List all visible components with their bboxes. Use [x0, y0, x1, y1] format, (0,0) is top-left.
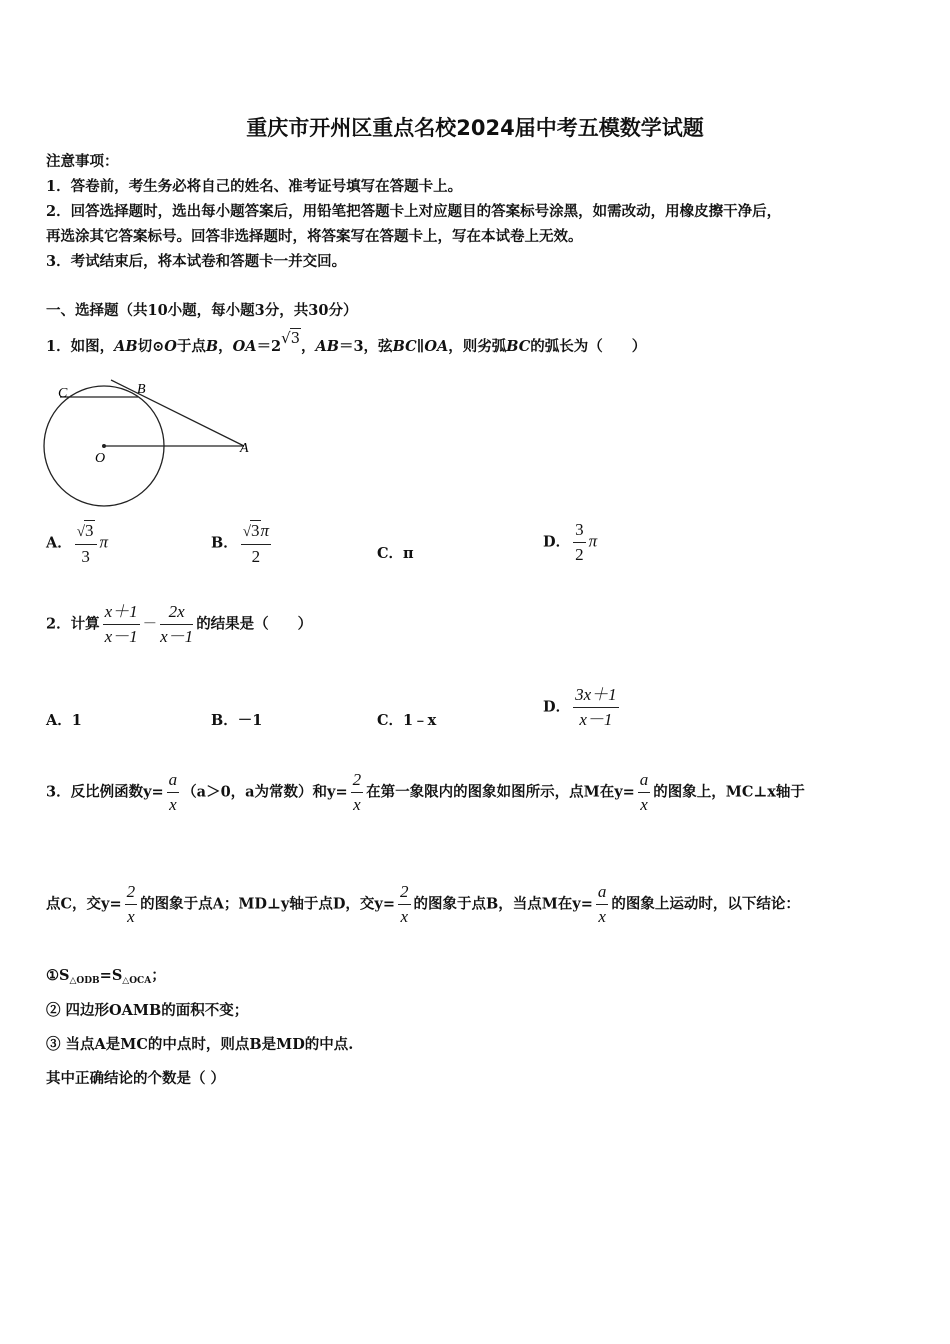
- q1-option-d[interactable]: D． $\frac{3}{2}$ π: [543, 520, 598, 564]
- fraction: $\frac{2}{x}$: [126, 882, 136, 926]
- q1-option-b[interactable]: B． $\frac{√3\pi}{2}$: [211, 521, 270, 566]
- fraction: $\frac{2x}{x-1}$: [160, 602, 194, 646]
- fraction: $\frac{√3}{3}$: [75, 520, 97, 567]
- question-3-ask: 其中正确结论的个数是（ ）: [46, 1070, 226, 1087]
- fraction: $\frac{a}{x}$: [168, 770, 178, 814]
- section-heading: 一、选择题（共10小题，每小题3分，共30分）: [46, 302, 358, 319]
- question-3-line-1: 3．反比例函数y= $\frac{a}{x}$ （a＞0，a为常数）和y= $\frac{2}{x}$ 在第一象限内的图象如图所示，点M在y= $\frac{a}{x}$ 的图象上，MC⊥x轴于: [46, 770, 805, 814]
- fraction: $\frac{a}{x}$: [597, 882, 607, 926]
- fraction: $\frac{2}{x}$: [352, 770, 362, 814]
- fraction: $\frac{3x+1}{x-1}$: [575, 685, 617, 729]
- q1-option-a[interactable]: A． $\frac{√3}{3}$ π: [46, 521, 109, 566]
- q2-option-d[interactable]: D． $\frac{3x+1}{x-1}$: [543, 685, 617, 729]
- notice-item: 3．考试结束后，将本试卷和答题卡一并交回。: [46, 253, 347, 270]
- notice-item: 1．答卷前，考生务必将自己的姓名、准考证号填写在答题卡上。: [46, 178, 463, 195]
- q1-option-c[interactable]: C．π: [377, 545, 414, 562]
- conclusion-1: $①S_{\triangle ODB}=S_{\triangle OCA}$；: [46, 967, 166, 986]
- fraction: $\frac{a}{x}$: [639, 770, 649, 814]
- fraction: $\frac{3}{2}$: [575, 520, 584, 564]
- sqrt-expression: √3: [281, 329, 300, 347]
- notice-heading: 注意事项：: [46, 153, 119, 170]
- conclusion-2: ② 四边形OAMB的面积不变；: [46, 1002, 249, 1019]
- label-b: B: [137, 382, 146, 397]
- fraction: $\frac{2}{x}$: [400, 882, 409, 926]
- q2-option-c[interactable]: C．1﹣x: [377, 712, 437, 729]
- fraction: $\frac{√3\pi}{2}$: [242, 521, 270, 566]
- label-c: C: [58, 386, 68, 401]
- label-a: A: [240, 441, 249, 456]
- tangent-ab: [111, 380, 244, 446]
- q2-option-a[interactable]: A．1: [46, 712, 82, 729]
- notice-item: 再选涂其它答案标号。回答非选择题时，将答案写在答题卡上，写在本试卷上无效。: [46, 228, 583, 245]
- page-title: 重庆市开州区重点名校2024届中考五模数学试题: [246, 116, 704, 140]
- label-o: O: [95, 451, 106, 466]
- circle-tangent-figure: [38, 375, 268, 515]
- question-2-stem: 2．计算 $\frac{x+1}{x-1}$ － $\frac{2x}{x-1}$ 的结果是（ ）: [46, 602, 313, 646]
- question-1-stem: 1．如图，AB切⊙O于点B，OA＝2√3，AB＝3，弦BC∥OA，则劣弧BC的弧长为（ ）: [46, 329, 647, 355]
- center-point: [102, 444, 106, 448]
- fraction: $\frac{x+1}{x-1}$: [104, 602, 138, 646]
- notice-item: 2．回答选择题时，选出每小题答案后，用铅笔把答题卡上对应题目的答案标号涂黑，如需改动，用橡皮擦干净后，: [46, 203, 782, 220]
- question-3-line-2: 点C，交y= $\frac{2}{x}$ 的图象于点A；MD⊥y轴于点D，交y= $\frac{2}{x}$ 的图象于点B，当点M在y= $\frac{a}{x}$ 的图象上运动时，以下结论：: [46, 882, 800, 926]
- conclusion-3: ③ 当点A是MC的中点时，则点B是MD的中点.: [46, 1036, 354, 1053]
- q2-option-b[interactable]: B．－1: [211, 712, 263, 729]
